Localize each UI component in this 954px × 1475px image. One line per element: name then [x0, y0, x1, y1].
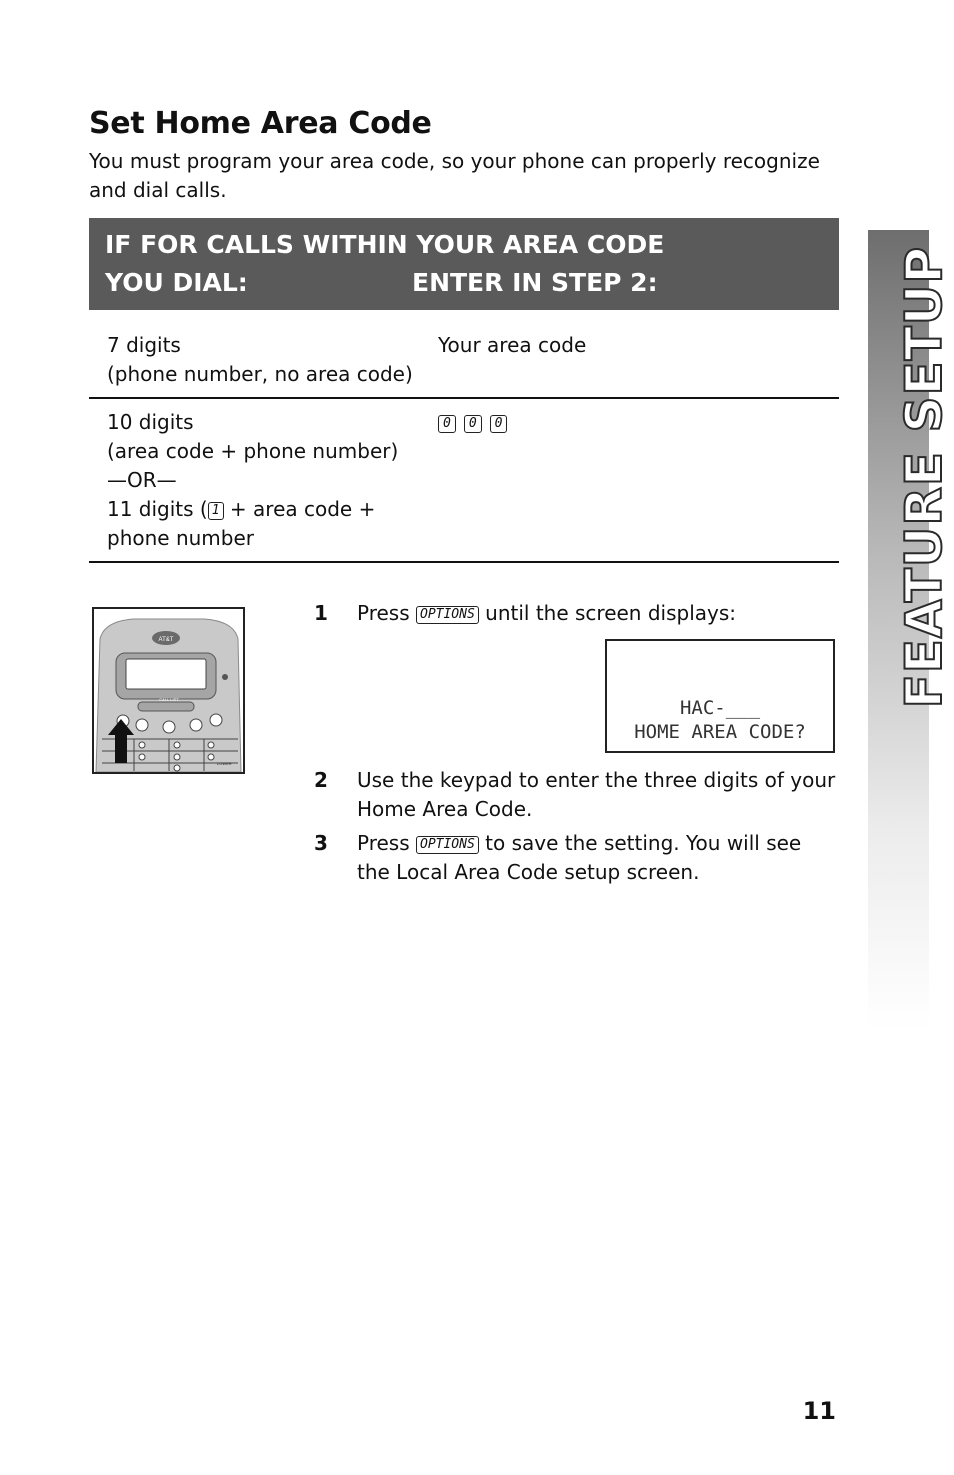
table-header-enter-step: ENTER IN STEP 2:: [412, 268, 658, 297]
lcd-screen: [605, 639, 835, 753]
lcd-line-1: HAC-___: [679, 697, 761, 719]
table-row: [89, 331, 839, 391]
dial-line: (phone number, no area code): [107, 362, 413, 386]
step-number: 3: [314, 831, 328, 855]
key-1-icon: 1: [208, 502, 224, 520]
dial-text: + area code +: [223, 497, 376, 521]
step-text: [357, 829, 837, 887]
key-0-icon: 0: [490, 415, 508, 433]
intro-paragraph: You must program your area code, so your phone can properly recognize and dial calls.: [89, 149, 820, 202]
dial-text: 11 digits (: [107, 497, 208, 521]
key-0-icon: 0: [438, 415, 456, 433]
brand-logo: AT&T: [158, 637, 174, 643]
enter-cell: Your area code: [438, 333, 587, 357]
dial-cell: [107, 408, 417, 553]
step-item: [314, 829, 839, 889]
table-divider: [89, 561, 839, 563]
options-key-icon: OPTIONS: [416, 606, 479, 624]
side-tab-label: FEATURE SETUP: [895, 246, 953, 709]
table-header: [89, 218, 839, 310]
dial-line: phone number: [107, 526, 255, 550]
step-item: [314, 766, 839, 826]
step-text: [357, 599, 837, 628]
options-key-icon: OPTIONS: [416, 836, 479, 854]
dial-line: 10 digits: [107, 410, 194, 434]
enter-cell: [438, 408, 515, 437]
page-title: Set Home Area Code: [89, 106, 432, 141]
page-number: 11: [802, 1397, 836, 1425]
step-text: Use the keypad to enter the three digits of your Home Area Code.: [357, 768, 836, 821]
dial-line: [107, 495, 417, 524]
table-header-you-dial: YOU DIAL:: [105, 268, 248, 297]
call-list-label: CALL LIST: [159, 697, 179, 702]
step-text-pre: Press: [357, 601, 416, 625]
phone-illustration: [92, 607, 245, 774]
step-text-post: until the screen displays:: [478, 601, 737, 625]
dial-line: —OR—: [107, 468, 177, 492]
dial-line: 7 digits: [107, 333, 181, 357]
key-0-icon: 0: [464, 415, 482, 433]
section-side-tab: [868, 230, 953, 1030]
step-item: [314, 599, 839, 629]
table-header-condition: IF FOR CALLS WITHIN YOUR AREA CODE: [105, 230, 665, 259]
step-text-pre: Press: [357, 831, 416, 855]
dial-line: (area code + phone number): [107, 439, 399, 463]
lower-label: LOWER: [217, 761, 232, 766]
table-divider: [89, 397, 839, 399]
step-number: 1: [314, 601, 328, 625]
table-row: [89, 408, 839, 556]
step-number: 2: [314, 768, 328, 792]
step-text-post: to save the setting. You will see the Local Area Code setup screen.: [357, 831, 802, 884]
dial-cell: [107, 331, 417, 389]
phone-icon: [94, 609, 243, 772]
lcd-line-2: HOME AREA CODE?: [634, 721, 806, 743]
